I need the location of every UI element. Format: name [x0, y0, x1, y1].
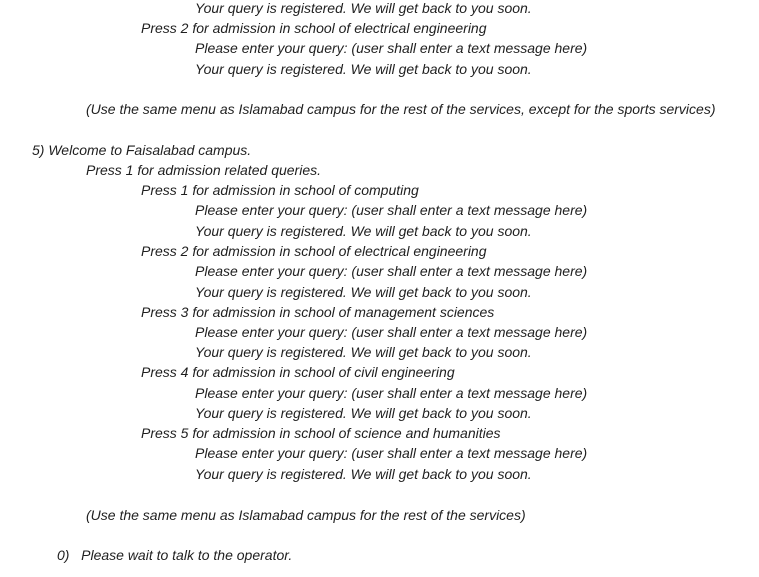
confirmation-line: Your query is registered. We will get back to you soon. [195, 405, 532, 421]
menu-option: Press 5 for admission in school of science and humanities [141, 425, 501, 441]
menu-option: Press 1 for admission in school of computing [141, 182, 419, 198]
menu-option: Press 2 for admission in school of electrical engineering [141, 243, 487, 259]
prompt-line: Please enter your query: (user shall enter a text message here) [195, 202, 588, 218]
confirmation-line: Your query is registered. We will get back to you soon. [195, 466, 532, 482]
prompt-line: Please enter your query: (user shall enter a text message here) [195, 40, 588, 56]
prompt-line: Please enter your query: (user shall enter a text message here) [195, 263, 588, 279]
menu-option: Press 4 for admission in school of civil engineering [141, 364, 455, 380]
menu-option: Press 1 for admission related queries. [86, 162, 321, 178]
prompt-line: Please enter your query: (user shall enter a text message here) [195, 324, 588, 340]
confirmation-line: Your query is registered. We will get back to you soon. [195, 284, 532, 300]
operator-line: 0) Please wait to talk to the operator. [57, 547, 293, 563]
menu-option: Press 3 for admission in school of management sciences [141, 304, 495, 320]
section-heading: 5) Welcome to Faisalabad campus. [32, 142, 252, 158]
confirmation-line: Your query is registered. We will get back to you soon. [195, 0, 532, 16]
note-line: (Use the same menu as Islamabad campus for the rest of the services) [86, 507, 526, 523]
confirmation-line: Your query is registered. We will get back to you soon. [195, 223, 532, 239]
confirmation-line: Your query is registered. We will get back to you soon. [195, 61, 532, 77]
note-line: (Use the same menu as Islamabad campus for the rest of the services, except for the sports services) [86, 101, 716, 117]
prompt-line: Please enter your query: (user shall enter a text message here) [195, 445, 588, 461]
confirmation-line: Your query is registered. We will get back to you soon. [195, 344, 532, 360]
menu-option: Press 2 for admission in school of electrical engineering [141, 20, 487, 36]
prompt-line: Please enter your query: (user shall enter a text message here) [195, 385, 588, 401]
